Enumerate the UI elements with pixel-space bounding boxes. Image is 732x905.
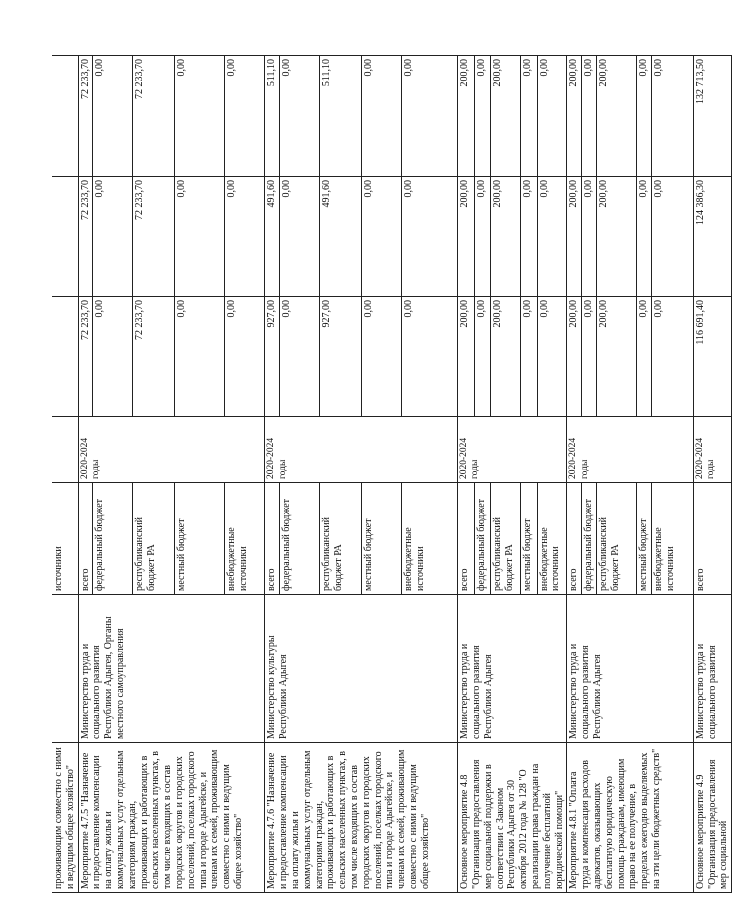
amount-cell: 200,00	[596, 177, 636, 297]
amount-cell: 511,10	[265, 56, 280, 177]
amount-cell: 72 233,70	[78, 56, 93, 177]
measure-name: Основное мероприятие 4.8 "Организация предоставления мер социальной поддержки в соответствии с Законом Республики Адыгея от 30 октября 2012 года № 128 "О реализации права граждан на получение бесплатной юридической помощи"	[458, 743, 567, 893]
funding-source: всего	[265, 483, 280, 595]
amount-cell: 0,00	[474, 177, 491, 297]
amount-cell: 0,00	[362, 56, 402, 177]
funding-source: местный бюджет	[521, 483, 538, 595]
funding-source: всего	[567, 483, 582, 595]
amount-cell: 0,00	[521, 56, 538, 177]
amount-cell: 0,00	[651, 177, 693, 297]
amount-cell: 0,00	[651, 56, 693, 177]
amount-cell: 0,00	[636, 56, 651, 177]
implementation-period: 2020-2024 годы	[78, 417, 265, 483]
funding-source: местный бюджет	[175, 483, 225, 595]
amount-cell: 491,60	[320, 177, 362, 297]
funding-source: федеральный бюджет	[280, 483, 320, 595]
amount-cell: 0,00	[402, 56, 458, 177]
amount-cell: 72 233,70	[78, 297, 93, 417]
amount-cell: 0,00	[93, 297, 133, 417]
funding-source: внебюджетные источники	[651, 483, 693, 595]
amount-cell: 72 233,70	[133, 177, 175, 297]
amount-cell: 0,00	[474, 56, 491, 177]
measure-name: Основное мероприятие 4.9 "Организация предоставления мер социальной	[693, 743, 731, 893]
amount-cell: 0,00	[280, 297, 320, 417]
amount-cell: 491,60	[265, 177, 280, 297]
amount-cell: 0,00	[636, 297, 651, 417]
amount-cell: 0,00	[636, 177, 651, 297]
amount-cell: 124 386,30	[693, 177, 731, 297]
table-row	[52, 56, 78, 893]
amount-cell: 0,00	[93, 177, 133, 297]
amount-cell: 0,00	[362, 177, 402, 297]
amount-cell: 0,00	[175, 297, 225, 417]
amount-cell: 0,00	[225, 56, 265, 177]
amount-cell: 200,00	[567, 56, 582, 177]
amount-cell: 200,00	[458, 297, 475, 417]
amount-cell: 116 691,40	[693, 297, 731, 417]
amount-cell: 0,00	[175, 56, 225, 177]
amount-cell: 0,00	[175, 177, 225, 297]
amount-cell: 0,00	[402, 297, 458, 417]
amount-cell: 72 233,70	[78, 177, 93, 297]
program-measures-table	[52, 55, 732, 893]
amount-cell: 0,00	[225, 297, 265, 417]
amount-cell: 0,00	[93, 56, 133, 177]
funding-source: федеральный бюджет	[93, 483, 133, 595]
implementation-period: 2020-2024 годы	[265, 417, 458, 483]
implementation-period: 2020-2024 годы	[567, 417, 693, 483]
amount-cell: 0,00	[521, 297, 538, 417]
amount-cell: 0,00	[521, 177, 538, 297]
amount-cell: 0,00	[651, 297, 693, 417]
funding-source: всего	[78, 483, 93, 595]
amount-cell: 0,00	[362, 297, 402, 417]
amount-cell: 200,00	[567, 177, 582, 297]
measure-name: Мероприятие 4.8.1 "Оплата труда и компенсация расходов адвокатов, оказывающих бесплатную юридическую помощь гражданам, имеющим право на ее получение, в пределах ежегодно выделяемых на эти цели бюджетных средств"	[567, 743, 693, 893]
amount-cell: 0,00	[582, 297, 597, 417]
measure-name: Мероприятие 4.7.5 "Назначение и предоставление компенсации на оплату жилья и коммунальных услуг отдельным категориям граждан, проживающих и работающих в сельских населенных пунктах, в том числе входящих в состав городских округов и городских поселений, поселках городского типа и городе Адыгейске, и членам их семей, проживающим совместно с ними и ведущим общее хозяйство"	[78, 743, 265, 893]
amount-cell: 0,00	[280, 56, 320, 177]
funding-source: республиканский бюджет РА	[491, 483, 521, 595]
amount-cell: 0,00	[225, 177, 265, 297]
responsible-executor: Министерство труда и социального развития Республики Адыгея	[458, 595, 567, 743]
implementation-period: 2020-2024 годы	[693, 417, 731, 483]
amount-cell: 0,00	[402, 177, 458, 297]
amount-cell: 200,00	[491, 56, 521, 177]
responsible-executor: Министерство культуры Республики Адыгея	[265, 595, 458, 743]
amount-cell: 0,00	[474, 297, 491, 417]
table-row	[78, 56, 93, 893]
funding-source: внебюджетные источники	[225, 483, 265, 595]
amount-cell: 200,00	[596, 297, 636, 417]
funding-source: федеральный бюджет	[582, 483, 597, 595]
responsible-executor: Министерство труда и социального развития Республики Адыгея, Органы местного самоуправления	[78, 595, 265, 743]
amount-cell: 72 233,70	[133, 297, 175, 417]
continuation-text: проживающим совместно с ними и ведущим общее хозяйство"	[52, 743, 78, 893]
amount-cell: 72 233,70	[133, 56, 175, 177]
table-body	[52, 56, 732, 893]
table-row	[567, 56, 582, 893]
funding-source: местный бюджет	[636, 483, 651, 595]
amount-cell: 0,00	[537, 177, 567, 297]
amount-cell: 927,00	[320, 297, 362, 417]
amount-cell: 200,00	[567, 297, 582, 417]
amount-cell: 132 713,50	[693, 56, 731, 177]
implementation-period: 2020-2024 годы	[458, 417, 567, 483]
amount-cell: 511,10	[320, 56, 362, 177]
funding-source: республиканский бюджет РА	[596, 483, 636, 595]
amount-cell: 927,00	[265, 297, 280, 417]
amount-cell: 200,00	[596, 56, 636, 177]
amount-cell: 0,00	[537, 56, 567, 177]
amount-cell: 200,00	[491, 297, 521, 417]
table-row	[693, 56, 731, 893]
amount-cell: 200,00	[458, 56, 475, 177]
amount-cell: 0,00	[582, 177, 597, 297]
funding-source: всего	[693, 483, 731, 595]
amount-cell: 0,00	[280, 177, 320, 297]
funding-source: внебюджетные источники	[537, 483, 567, 595]
amount-cell: 0,00	[537, 297, 567, 417]
amount-cell: 0,00	[582, 56, 597, 177]
funding-source: местный бюджет	[362, 483, 402, 595]
funding-source: республиканский бюджет РА	[133, 483, 175, 595]
measure-name: Мероприятие 4.7.6 "Назначение и предоставление компенсации на оплату жилья и коммунальных услуг отдельным категориям граждан, проживающих и работающих в сельских населенных пунктах, в том числе входящих в состав городских округов и городских поселений, поселках городского типа и городе Адыгейске, и членам их семей, проживающим совместно с ними и ведущим общее хозяйство"	[265, 743, 458, 893]
funding-source: всего	[458, 483, 475, 595]
responsible-executor: Министерство труда и социального развития	[693, 595, 731, 743]
table-row	[265, 56, 280, 893]
funding-source: внебюджетные источники	[402, 483, 458, 595]
table-row	[458, 56, 475, 893]
sources-header: источники	[52, 483, 78, 595]
amount-cell: 200,00	[458, 177, 475, 297]
funding-source: республиканский бюджет РА	[320, 483, 362, 595]
amount-cell: 200,00	[491, 177, 521, 297]
responsible-executor: Министерство труда и социального развития Республики Адыгея	[567, 595, 693, 743]
funding-source: федеральный бюджет	[474, 483, 491, 595]
